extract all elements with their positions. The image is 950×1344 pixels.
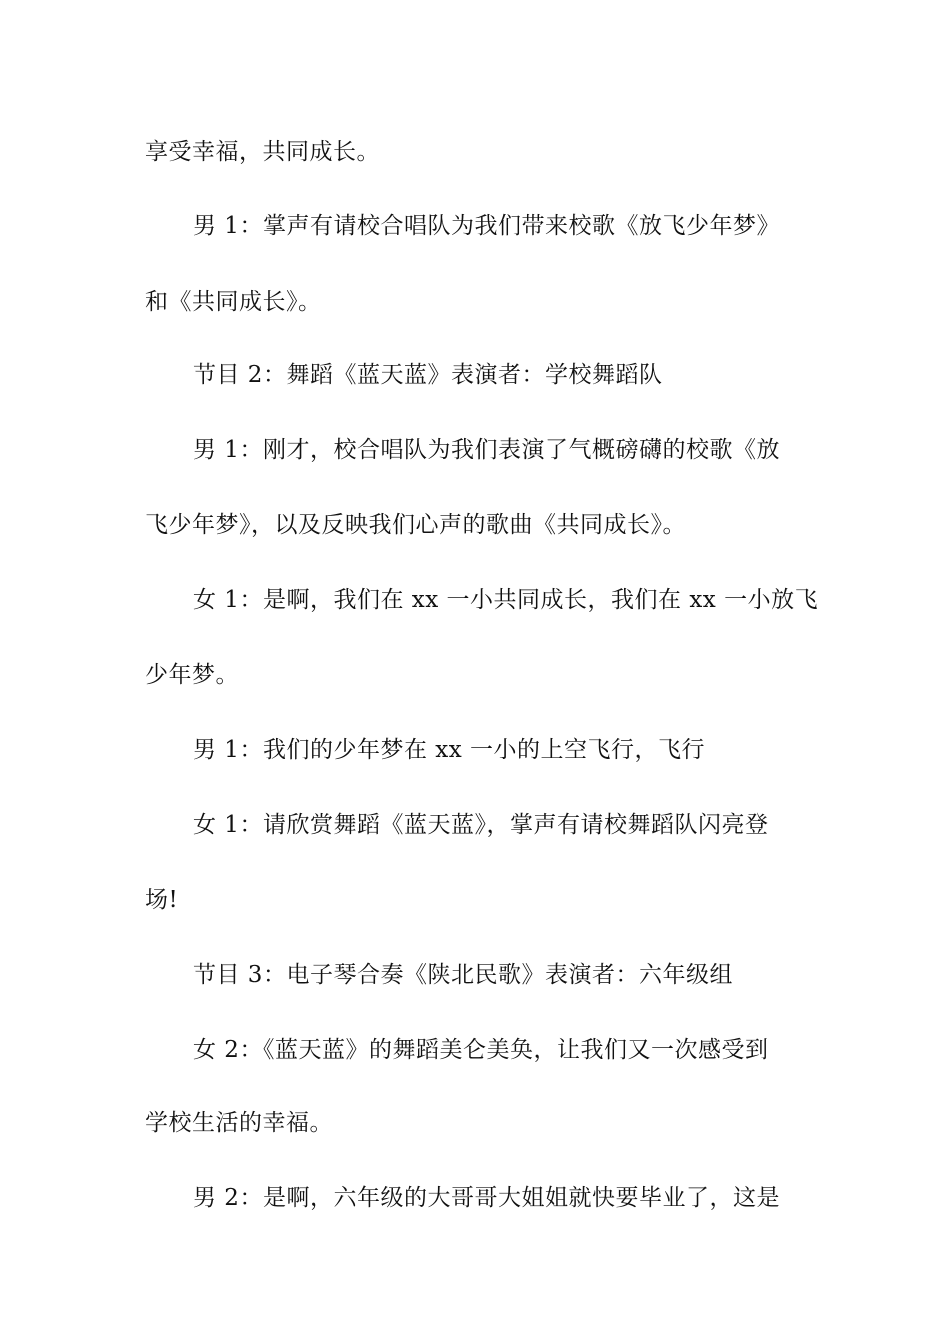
text-line-5: 男 1：刚才，校合唱队为我们表演了气概磅礴的校歌《放 xyxy=(193,437,780,463)
text-line-8: 少年梦。 xyxy=(145,662,239,688)
text-line-14: 学校生活的幸福。 xyxy=(145,1110,333,1136)
text-line-4: 节目 2：舞蹈《蓝天蓝》表演者：学校舞蹈队 xyxy=(193,362,663,388)
text-line-3: 和《共同成长》。 xyxy=(145,289,322,315)
text-line-13: 女 2：《蓝天蓝》的舞蹈美仑美奂，让我们又一次感受到 xyxy=(193,1037,769,1063)
text-line-1: 享受幸福，共同成长。 xyxy=(145,139,380,165)
text-line-7: 女 1：是啊，我们在 xx 一小共同成长，我们在 xx 一小放飞 xyxy=(193,587,819,613)
text-line-10: 女 1：请欣赏舞蹈《蓝天蓝》，掌声有请校舞蹈队闪亮登 xyxy=(193,812,769,838)
text-line-6: 飞少年梦》，以及反映我们心声的歌曲《共同成长》。 xyxy=(145,512,686,538)
text-line-2: 男 1：掌声有请校合唱队为我们带来校歌《放飞少年梦》 xyxy=(193,213,780,239)
text-line-11: 场! xyxy=(145,887,179,913)
text-line-12: 节目 3：电子琴合奏《陕北民歌》表演者：六年级组 xyxy=(193,962,733,988)
text-line-15: 男 2：是啊，六年级的大哥哥大姐姐就快要毕业了，这是 xyxy=(193,1185,780,1211)
text-line-9: 男 1：我们的少年梦在 xx 一小的上空飞行，飞行 xyxy=(193,737,706,763)
